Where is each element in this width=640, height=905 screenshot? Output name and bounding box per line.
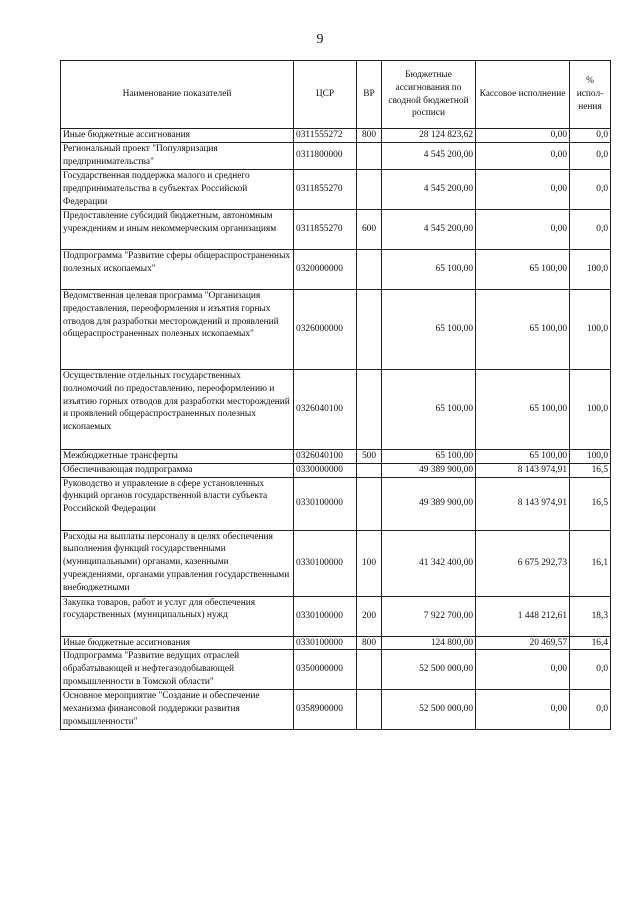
row-percent-cell: 0,0: [570, 650, 611, 690]
row-assignments-cell: 7 922 700,00: [382, 596, 476, 636]
row-cash-cell: 0,00: [476, 690, 570, 730]
row-assignments-cell: 52 500 000,00: [382, 690, 476, 730]
row-name-cell: Предоставление субсидий бюджетным, автономным учреждениям и иным некоммерческим организациям: [61, 209, 294, 249]
row-name-cell: Расходы на выплаты персоналу в целях обеспечения выполнения функций государственными (муниципальными) органами, казенными учреждениями, органами управления государственными внебюджетными: [61, 530, 294, 596]
row-vr-cell: 100: [357, 530, 382, 596]
row-csr-cell: 0330100000: [294, 477, 357, 530]
row-vr-cell: [357, 650, 382, 690]
row-cash-cell: 0,00: [476, 169, 570, 209]
row-name-cell: Закупка товаров, работ и услуг для обеспечения государственных (муниципальных) нужд: [61, 596, 294, 636]
row-vr-cell: 800: [357, 636, 382, 650]
row-name-cell: Подпрограмма "Развитие ведущих отраслей обрабатывающей и нефтегазодобывающей промышленности в Томской области": [61, 650, 294, 690]
row-csr-cell: 0326040100: [294, 369, 357, 449]
header-assignments: Бюджетные ассигнования по сводной бюджетной росписи: [382, 61, 476, 129]
row-csr-cell: 0330000000: [294, 463, 357, 477]
row-cash-cell: 0,00: [476, 209, 570, 249]
row-cash-cell: 8 143 974,91: [476, 477, 570, 530]
table-row: [61, 463, 611, 477]
table-row: [61, 142, 611, 169]
header-cash: Кассовое исполнение: [476, 61, 570, 129]
row-vr-cell: [357, 477, 382, 530]
row-csr-cell: 0326000000: [294, 289, 357, 369]
row-name-cell: Государственная поддержка малого и среднего предпринимательства в субъектах Российской Федерации: [61, 169, 294, 209]
row-assignments-cell: 4 545 200,00: [382, 209, 476, 249]
row-percent-cell: 100,0: [570, 449, 611, 463]
table-row: [61, 477, 611, 530]
row-percent-cell: 0,0: [570, 169, 611, 209]
row-assignments-cell: 65 100,00: [382, 289, 476, 369]
table-row: [61, 369, 611, 449]
row-name-cell: Региональный проект "Популяризация предпринимательства": [61, 142, 294, 169]
row-csr-cell: 0311855270: [294, 169, 357, 209]
table-row: [61, 596, 611, 636]
row-percent-cell: 0,0: [570, 142, 611, 169]
budget-execution-table: [60, 60, 611, 730]
row-cash-cell: 65 100,00: [476, 369, 570, 449]
row-vr-cell: [357, 142, 382, 169]
page-number: 9: [316, 32, 324, 47]
row-cash-cell: 0,00: [476, 650, 570, 690]
row-assignments-cell: 41 342 400,00: [382, 530, 476, 596]
row-name-cell: Ведомственная целевая программа "Организация предоставления, переоформления и изъятия горных отводов для разработки месторождений и проявлений общераспространенных полезных ископаемых": [61, 289, 294, 369]
table-row: [61, 129, 611, 143]
row-percent-cell: 100,0: [570, 369, 611, 449]
row-csr-cell: 0320000000: [294, 249, 357, 289]
row-assignments-cell: 65 100,00: [382, 249, 476, 289]
row-name-cell: Руководство и управление в сфере установленных функций органов государственной власти субъекта Российской Федерации: [61, 477, 294, 530]
row-assignments-cell: 4 545 200,00: [382, 142, 476, 169]
row-csr-cell: 0358900000: [294, 690, 357, 730]
table-row: [61, 289, 611, 369]
table-row: [61, 209, 611, 249]
row-assignments-cell: 28 124 823,62: [382, 129, 476, 143]
row-cash-cell: 0,00: [476, 129, 570, 143]
row-cash-cell: 20 469,57: [476, 636, 570, 650]
table-header-row: [61, 61, 611, 129]
row-name-cell: Межбюджетные трансферты: [61, 449, 294, 463]
row-name-cell: Иные бюджетные ассигнования: [61, 129, 294, 143]
row-csr-cell: 0330100000: [294, 530, 357, 596]
row-vr-cell: 600: [357, 209, 382, 249]
table-row: [61, 530, 611, 596]
row-percent-cell: 0,0: [570, 129, 611, 143]
row-percent-cell: 0,0: [570, 690, 611, 730]
row-cash-cell: 1 448 212,61: [476, 596, 570, 636]
row-cash-cell: 65 100,00: [476, 289, 570, 369]
row-csr-cell: 0311800000: [294, 142, 357, 169]
table-row: [61, 249, 611, 289]
row-name-cell: Основное мероприятие "Создание и обеспечение механизма финансовой поддержки развития промышленности": [61, 690, 294, 730]
row-percent-cell: 100,0: [570, 289, 611, 369]
row-name-cell: Иные бюджетные ассигнования: [61, 636, 294, 650]
row-assignments-cell: 49 389 900,00: [382, 463, 476, 477]
row-percent-cell: 16,1: [570, 530, 611, 596]
row-csr-cell: 0311555272: [294, 129, 357, 143]
header-percent: % испол-нения: [570, 61, 611, 129]
row-assignments-cell: 49 389 900,00: [382, 477, 476, 530]
header-csr: ЦСР: [294, 61, 357, 129]
table-row: [61, 636, 611, 650]
row-assignments-cell: 4 545 200,00: [382, 169, 476, 209]
row-percent-cell: 16,5: [570, 463, 611, 477]
row-name-cell: Подпрограмма "Развитие сферы общераспространенных полезных ископаемых": [61, 249, 294, 289]
row-percent-cell: 100,0: [570, 249, 611, 289]
row-cash-cell: 65 100,00: [476, 249, 570, 289]
row-cash-cell: 0,00: [476, 142, 570, 169]
row-vr-cell: [357, 249, 382, 289]
table-row: [61, 169, 611, 209]
row-vr-cell: [357, 463, 382, 477]
row-vr-cell: [357, 169, 382, 209]
row-percent-cell: 0,0: [570, 209, 611, 249]
row-name-cell: Обеспечивающая подпрограмма: [61, 463, 294, 477]
row-vr-cell: 800: [357, 129, 382, 143]
row-vr-cell: [357, 369, 382, 449]
row-vr-cell: [357, 690, 382, 730]
table-row: [61, 449, 611, 463]
row-percent-cell: 16,4: [570, 636, 611, 650]
row-csr-cell: 0311855270: [294, 209, 357, 249]
row-cash-cell: 6 675 292,73: [476, 530, 570, 596]
row-vr-cell: [357, 289, 382, 369]
row-vr-cell: 500: [357, 449, 382, 463]
row-percent-cell: 16,5: [570, 477, 611, 530]
row-cash-cell: 65 100,00: [476, 449, 570, 463]
row-assignments-cell: 124 800,00: [382, 636, 476, 650]
row-name-cell: Осуществление отдельных государственных полномочий по предоставлению, переоформлению и изъятию горных отводов для разработки месторождений и проявлений общераспространенных полезных ископаемых: [61, 369, 294, 449]
row-vr-cell: 200: [357, 596, 382, 636]
table-row: [61, 690, 611, 730]
row-csr-cell: 0350000000: [294, 650, 357, 690]
row-assignments-cell: 52 500 000,00: [382, 650, 476, 690]
row-assignments-cell: 65 100,00: [382, 449, 476, 463]
row-assignments-cell: 65 100,00: [382, 369, 476, 449]
row-csr-cell: 0330100000: [294, 596, 357, 636]
row-csr-cell: 0330100000: [294, 636, 357, 650]
row-cash-cell: 8 143 974,91: [476, 463, 570, 477]
table-row: [61, 650, 611, 690]
header-vr: ВР: [357, 61, 382, 129]
header-name: Наименование показателей: [61, 61, 294, 129]
row-csr-cell: 0326040100: [294, 449, 357, 463]
row-percent-cell: 18,3: [570, 596, 611, 636]
